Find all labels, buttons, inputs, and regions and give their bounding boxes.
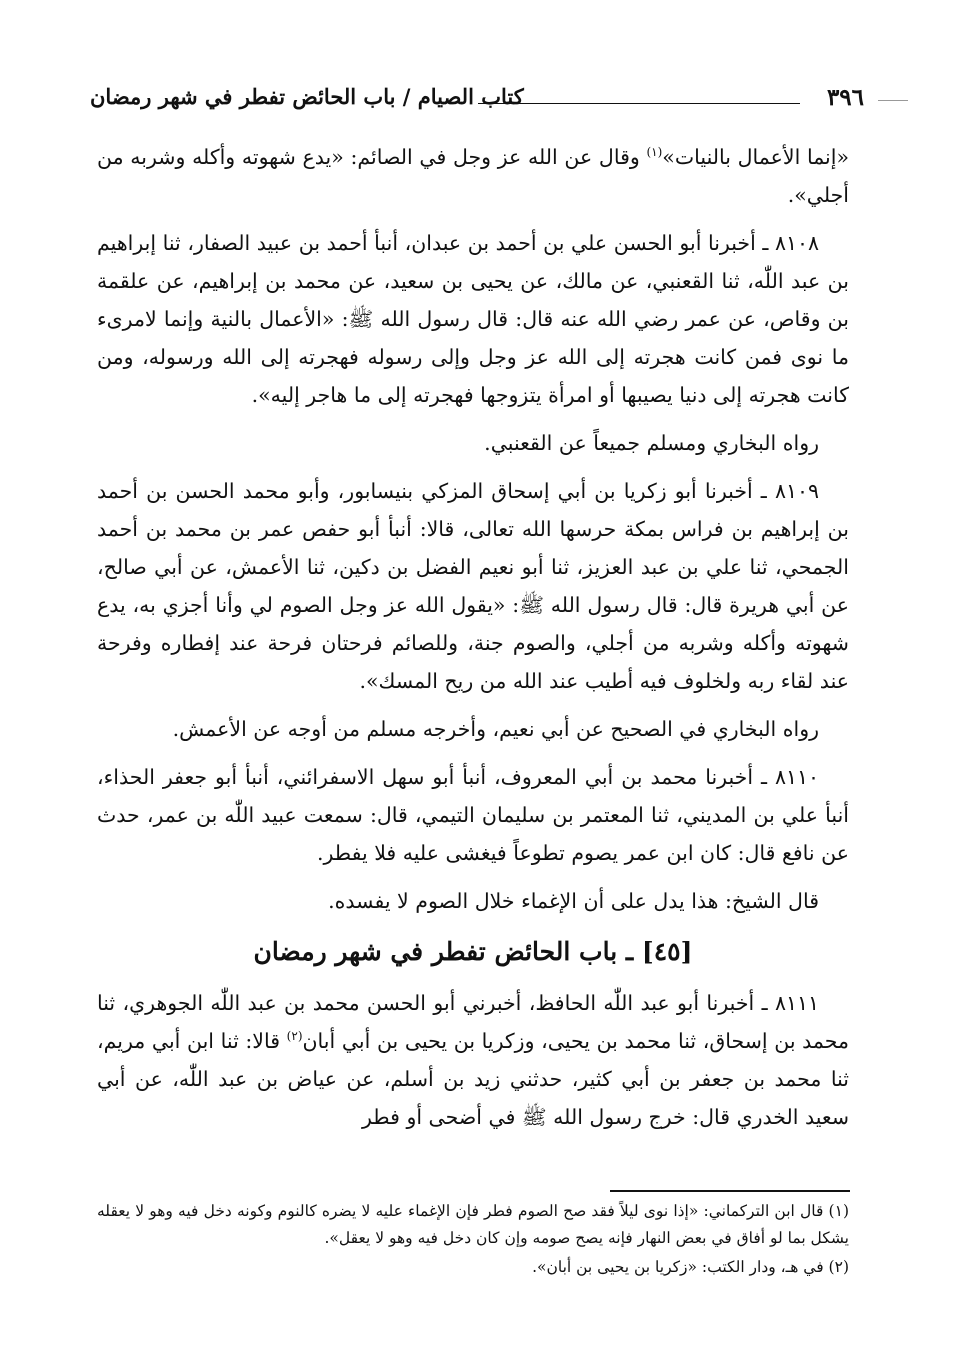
footnote-ref-2[interactable]: (٢) — [286, 1029, 303, 1044]
paragraph-text-cont: وقال عن الله عز وجل في الصائم: «يدع شهوته وأكله وشربه من أجلي». — [97, 145, 849, 207]
sheikh-comment: قال الشيخ: هذا يدل على أن الإغماء خلال الصوم لا يفسده. — [328, 889, 819, 913]
hadith-8108: ٨١٠٨ ـ أخبرنا أبو الحسن علي بن أحمد بن عبدان، أنبأ أحمد بن عبيد الصفار، ثنا إبراهيم بن عبد اللّٰه، ثنا القعنبي، عن مالك، عن يحيى بن سعيد، عن محمد بن إبراهيم، عن علقمة بن وقاص، عن عمر رضي الله عنه قال: قال رسول الله ﷺ: «الأعمال بالنية وإنما لامرىء ما نوى فمن كانت هجرته إلى الله عز وجل وإلى رسوله فهجرته إلى الله ورسوله، ومن كانت هجرته إلى دنيا يصيبها أو امرأة يتزوجها فهجرته إلى ما هاجر إليه». — [97, 231, 849, 407]
footnotes — [97, 1198, 849, 1283]
chapter-number: [٤٥] — [641, 937, 693, 966]
footnote-ref-1[interactable]: (١) — [646, 145, 663, 160]
footnote-rule — [610, 1190, 850, 1192]
narration-note: رواه البخاري ومسلم جميعاً عن القعنبي. — [484, 431, 819, 455]
chapter-title: ـ باب الحائض تفطر في شهر رمضان — [253, 937, 642, 966]
running-header — [90, 84, 864, 116]
hadith-8110: ٨١١٠ ـ أخبرنا محمد بن أبي المعروف، أنبأ أبو سهل الاسفرائني، أنبأ أبو جعفر الحذاء، أنبأ علي بن المديني، ثنا المعتمر بن سليمان التيمي، قال: سمعت عبيد اللّٰه بن عمر، حدث عن نافع قال: كان ابن عمر يصوم تطوعاً فيغشى عليه فلا يفطر. — [97, 765, 849, 865]
paragraph-text-cont: قالا: ثنا ابن أبي مريم، ثنا محمد بن جعفر بن أبي كثير، حدثني زيد بن أسلم، عن عياض بن عبد اللّٰه، عن أبي سعيد الخدري قال: خرج رسول الله ﷺ في أضحى أو فطر — [97, 1029, 849, 1129]
paragraph — [97, 138, 849, 214]
page-number: ٣٩٦ — [826, 84, 864, 111]
hadith-8109: ٨١٠٩ ـ أخبرنا أبو زكريا بن أبي إسحاق المزكي بنيسابور، وأبو محمد الحسن بن أحمد بن إبراهيم بن فراس بمكة حرسها الله تعالى، قالا: أنبأ أبو حفص عمر بن محمد بن أحمد الجمحي، ثنا علي بن عبد العزيز، ثنا أبو نعيم الفضل بن دكين، ثنا الأعمش، عن أبي صالح، عن أبي هريرة قال: قال رسول الله ﷺ: «يقول الله عز وجل الصوم لي وأنا أجزي به، يدع شهوته وأكله وشربه من أجلي، والصوم جنة، وللصائم فرحتان فرحة عند إفطاره وفرحة عند لقاء ربه ولخلوف فيه أطيب عند الله من ريح المسك». — [97, 479, 849, 693]
hadith-8111 — [97, 984, 849, 1136]
header-dash — [878, 100, 908, 101]
paragraph-text: «إنما الأعمال بالنيات» — [662, 145, 850, 169]
narration-note: رواه البخاري في الصحيح عن أبي نعيم، وأخرجه مسلم من أوجه عن الأعمش. — [172, 717, 819, 741]
header-rule — [478, 103, 800, 104]
main-text — [97, 138, 849, 1146]
chapter-heading — [97, 930, 849, 974]
paragraph-text: ٨١١١ ـ أخبرنا أبو عبد اللّٰه الحافظ، أخبرني أبو الحسن محمد بن عبد اللّٰه الجوهري، ثنا محمد بن إسحاق، ثنا محمد بن يحيى، وزكريا بن يحيى بن أبي أبان — [97, 991, 849, 1053]
header-title: كتاب الصيام / باب الحائض تفطر في شهر رمضان — [90, 84, 524, 109]
footnote-2: (٢) في هـ، ودار الكتب: «زكريا بن يحيى بن أبان». — [532, 1258, 849, 1276]
footnote-1: (١) قال ابن التركماني: «إذا نوى ليلاً فقد صح الصوم فطر فإن الإغماء عليه لا يضره كالنوم وكونه دخل فيه وهو لا يعقله يشكل بما لو أفاق في بعض النهار فإنه يصح صومه وإن كان دخل فيه وهو لا يعقل». — [97, 1202, 849, 1247]
